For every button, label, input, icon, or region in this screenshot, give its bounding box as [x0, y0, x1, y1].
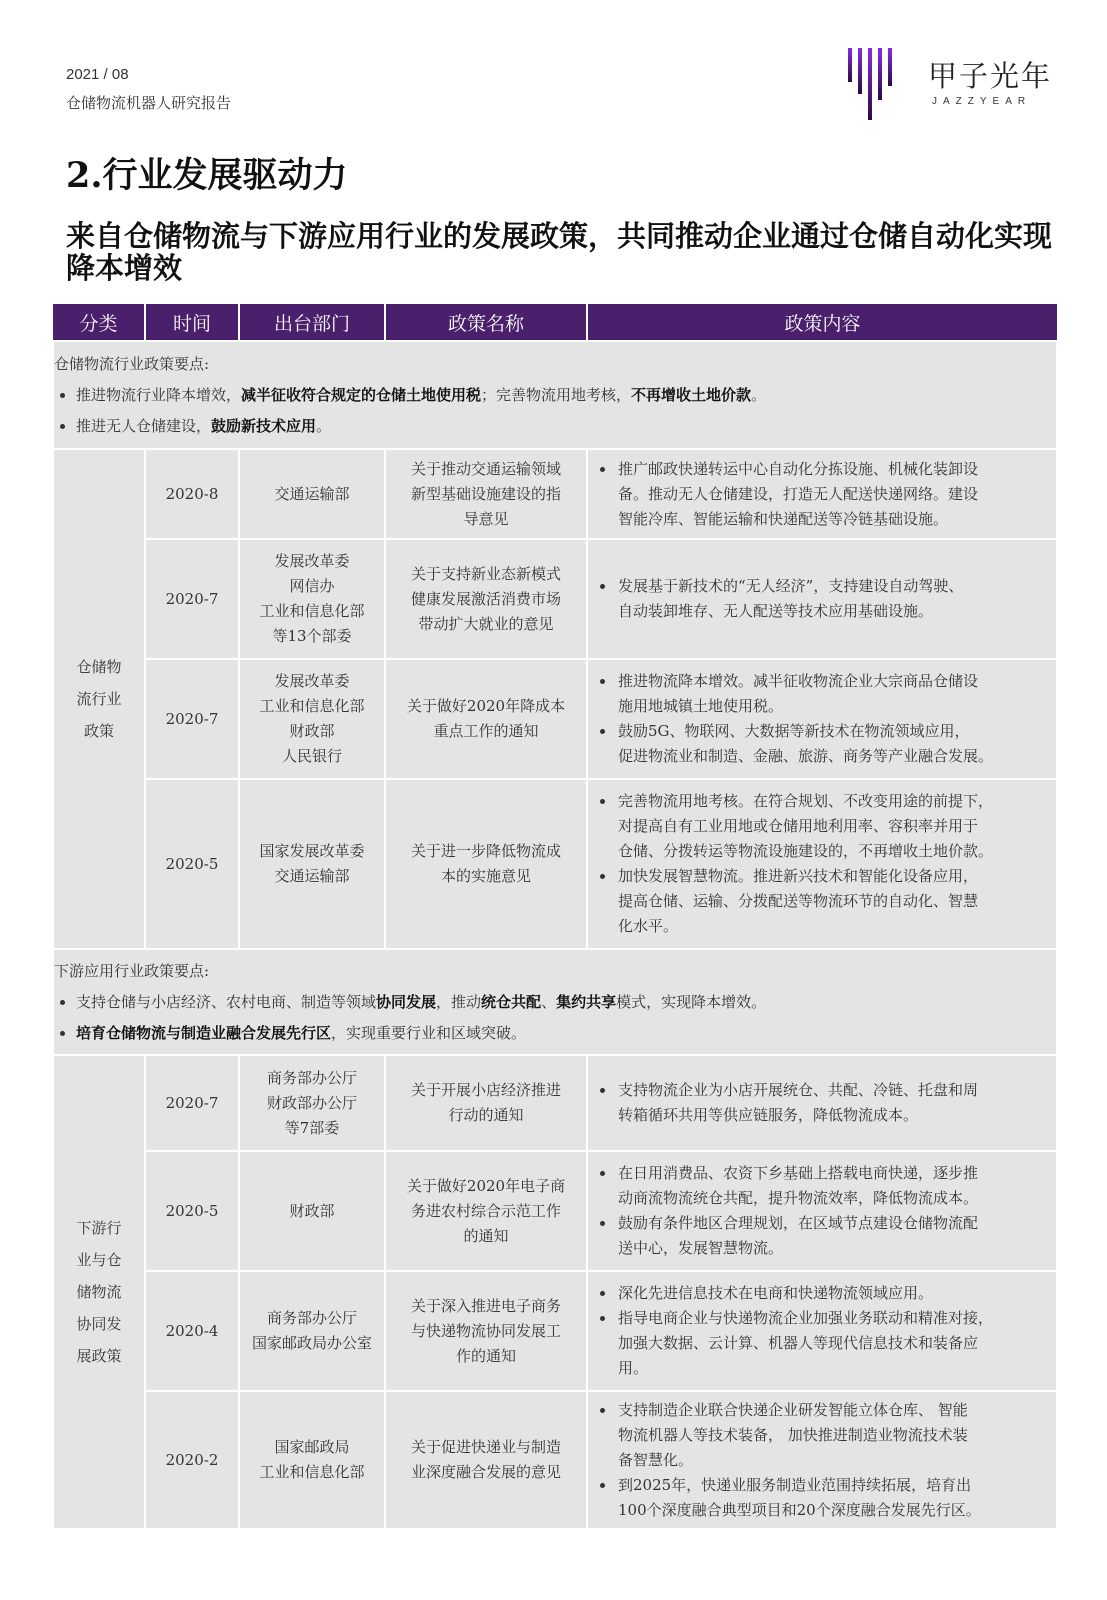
policy-name-line: 关于深入推进电子商务: [410, 1296, 561, 1315]
policy-name-line: 关于推动交通运输领域: [410, 459, 561, 478]
policy-name-cell: [385, 1055, 587, 1151]
policy-summary-row: [53, 949, 1057, 1055]
time-cell: 2020-8: [145, 449, 239, 539]
policy-point: [616, 789, 1056, 864]
table-row: [53, 779, 1057, 949]
policy-name-line: 关于做好2020年电子商: [406, 1176, 566, 1195]
summary-emphasis: 统仓共配: [481, 992, 542, 1011]
category-label-line: 流行业: [76, 690, 122, 708]
policy-point: [616, 1398, 1056, 1473]
policy-name-line: 本的实施意见: [440, 867, 531, 885]
column-header: 出台部门: [239, 304, 385, 341]
summary-text: 、: [541, 992, 557, 1011]
dept-line: 国家邮政局: [274, 1438, 350, 1456]
policy-name-line: 关于做好2020年降成本: [406, 697, 566, 715]
policy-point: [616, 1281, 1056, 1306]
policy-content-cell: [587, 659, 1057, 779]
policy-content-cell: [587, 779, 1057, 949]
policy-point-line: 备。推动无人仓储建设，打造无人配送快递网络。建设: [618, 484, 979, 503]
policy-content-cell: [587, 539, 1057, 659]
policy-content-list: [588, 457, 1056, 532]
dept-cell: [239, 539, 385, 659]
policy-name-line: 关于促进快递业与制造: [410, 1438, 561, 1456]
table-row: [53, 449, 1057, 539]
policy-point-line: • 推进物流降本增效。减半征收物流企业大宗商品仓储设: [618, 672, 979, 690]
table-row: [53, 1151, 1057, 1271]
policy-point: [616, 1078, 1056, 1128]
table-row: [53, 539, 1057, 659]
summary-title: 仓储物流行业政策要点:: [54, 354, 210, 373]
summary-title: 下游应用行业政策要点:: [54, 961, 210, 980]
report-title: 仓储物流机器人研究报告: [66, 95, 232, 112]
policy-name-line: 作的通知: [455, 1346, 516, 1365]
summary-text: 。: [751, 385, 767, 404]
policy-point-line: 对提高自有工业用地或仓储用地利用率、容积率并用于: [618, 817, 979, 835]
policy-name-line: 务进农村综合示范工作: [410, 1201, 561, 1220]
category-label-line: 展政策: [76, 1347, 122, 1365]
policy-point-line: • 支持物流企业为小店开展统仓、共配、冷链、托盘和周: [618, 1081, 979, 1099]
policy-point-line: 施用地城镇土地使用税。: [618, 697, 784, 715]
policy-point-line: 加强大数据、云计算、机器人等现代信息技术和装备应: [618, 1334, 979, 1352]
summary-text: 推进无人仓储建设，: [76, 416, 212, 435]
policy-point: [616, 1306, 1056, 1381]
category-cell: [53, 449, 145, 949]
policy-name-cell: [385, 779, 587, 949]
dept-cell: [239, 1055, 385, 1151]
policy-name-line: 的通知: [463, 1226, 509, 1245]
policy-name-cell: [385, 539, 587, 659]
table-row: [53, 1391, 1057, 1529]
policy-name-cell: [385, 449, 587, 539]
dept-line: 网信办: [289, 577, 335, 595]
table-row: [53, 659, 1057, 779]
dept-line: 财政部: [289, 722, 335, 740]
policy-point-line: 100个深度融合典型项目和20个深度融合发展先行区。: [618, 1500, 981, 1519]
policy-point: [616, 864, 1056, 939]
dept-line: 人民银行: [281, 747, 342, 765]
policy-point-line: • 鼓励有条件地区合理规划，在区域节点建设仓储物流配: [618, 1214, 979, 1232]
dept-cell: [239, 659, 385, 779]
summary-emphasis: 培育仓储物流与制造业融合发展先行区: [76, 1023, 332, 1042]
category-label-line: 业与仓: [76, 1251, 122, 1269]
dept-line: 发展改革委: [274, 552, 350, 570]
policy-point: [616, 1211, 1056, 1261]
dept-line: 工业和信息化部: [259, 1463, 365, 1481]
policy-name-cell: [385, 1271, 587, 1391]
policy-content-cell: [587, 1055, 1057, 1151]
time-cell: 2020-7: [145, 659, 239, 779]
dept-cell: [239, 1151, 385, 1271]
policy-point-line: 物流机器人等技术装备， 加快推进制造业物流技术装: [618, 1425, 968, 1444]
policy-name-line: 关于进一步降低物流成: [410, 842, 561, 860]
summary-emphasis: 鼓励新技术应用: [211, 416, 317, 435]
time-cell: 2020-2: [145, 1391, 239, 1529]
summary-emphasis: 不再增收土地价款: [631, 385, 752, 404]
policy-point: [616, 1473, 1056, 1523]
dept-line: 商务部办公厅: [266, 1068, 357, 1087]
policy-point-line: 自动装卸堆存、无人配送等技术应用基础设施。: [618, 602, 934, 620]
policy-content-cell: [587, 1151, 1057, 1271]
policy-point-line: • 发展基于新技术的“无人经济”，支持建设自动驾驶、: [618, 577, 964, 595]
policy-name-cell: [385, 659, 587, 779]
summary-list: [54, 987, 1056, 1049]
policy-name-line: 带动扩大就业的意见: [418, 614, 554, 633]
page-subtitle: 来自仓储物流与下游应用行业的发展政策，共同推动企业通过仓储自动化实现降本增效: [66, 219, 1053, 285]
category-label-line: 仓储物: [76, 658, 122, 676]
report-date: 2021 / 08: [66, 66, 129, 83]
time-cell: 2020-4: [145, 1271, 239, 1391]
dept-line: 发展改革委: [274, 672, 350, 690]
policy-summary-row: [53, 341, 1057, 449]
section-title: 2.行业发展驱动力: [66, 155, 348, 196]
column-header: 分类: [53, 304, 145, 341]
policy-content-list: [588, 1161, 1056, 1261]
policy-point-line: • 深化先进信息技术在电商和快递物流领域应用。: [618, 1284, 934, 1302]
category-label-line: 政策: [83, 722, 114, 740]
column-header: 时间: [145, 304, 239, 341]
dept-line: 商务部办公厅: [266, 1309, 357, 1327]
summary-point: [76, 411, 1056, 442]
policy-name-line: 业深度融合发展的意见: [410, 1463, 561, 1481]
summary-point: [76, 1018, 1056, 1049]
column-header: 政策内容: [587, 304, 1057, 341]
dept-line: 财政部: [289, 1201, 335, 1220]
policy-name-line: 与快递物流协同发展工: [410, 1321, 561, 1340]
policy-table: [52, 304, 1058, 1530]
policy-point-line: 促进物流业和制造、金融、旅游、商务等产业融合发展。: [618, 747, 994, 765]
time-cell: 2020-7: [145, 1055, 239, 1151]
dept-line: 等13个部委: [272, 627, 352, 645]
policy-point-line: • 推广邮政快递转运中心自动化分拣设施、机械化装卸设: [618, 459, 979, 478]
category-cell: [53, 1055, 145, 1529]
policy-point-line: 动商流物流统仓共配，提升物流效率，降低物流成本。: [618, 1189, 979, 1207]
dept-cell: [239, 1271, 385, 1391]
policy-name-line: 新型基础设施建设的指: [410, 484, 561, 503]
summary-emphasis: 减半征收符合规定的仓储土地使用税: [241, 385, 482, 404]
summary-text: 模式，实现降本增效。: [616, 992, 767, 1011]
summary-list: [54, 380, 1056, 442]
logo-text-en: JAZZYEAR: [932, 96, 1032, 107]
policy-content-list: [588, 1078, 1056, 1128]
policy-point-line: 用。: [618, 1359, 649, 1377]
policy-name-line: 健康发展激活消费市场: [410, 589, 561, 608]
policy-content-cell: [587, 1271, 1057, 1391]
summary-text: ，推动: [436, 992, 482, 1011]
dept-line: 工业和信息化部: [259, 602, 365, 620]
policy-point: [616, 1161, 1056, 1211]
dept-line: 交通运输部: [274, 484, 350, 503]
policy-point-line: • 在日用消费品、农资下乡基础上搭载电商快递，逐步推: [618, 1164, 979, 1182]
policy-content-cell: [587, 449, 1057, 539]
policy-name-line: 行动的通知: [448, 1106, 524, 1124]
column-header: 政策名称: [385, 304, 587, 341]
time-cell: 2020-5: [145, 779, 239, 949]
policy-content-list: [588, 789, 1056, 939]
policy-content-list: [588, 669, 1056, 769]
policy-point: [616, 574, 1056, 624]
brand-logo: [846, 44, 1066, 134]
policy-content-list: [588, 574, 1056, 624]
policy-point-line: • 支持制造企业联合快递企业研发智能立体仓库、 智能: [618, 1400, 968, 1419]
policy-point-line: 提高仓储、运输、分拨配送等物流环节的自动化、智慧: [618, 892, 979, 910]
policy-point-line: • 鼓励5G、物联网、大数据等新技术在物流领域应用，: [618, 722, 970, 740]
policy-name-cell: [385, 1151, 587, 1271]
summary-emphasis: 协同发展: [376, 992, 437, 1011]
policy-point-line: • 到2025年，快递业服务制造业范围持续拓展，培育出: [618, 1475, 972, 1494]
policy-point-line: 智能冷库、智能运输和快递配送等冷链基础设施。: [618, 509, 949, 528]
policy-summary: [53, 949, 1057, 1055]
time-cell: 2020-7: [145, 539, 239, 659]
dept-cell: [239, 449, 385, 539]
policy-name-line: 关于支持新业态新模式: [410, 564, 561, 583]
summary-point: [76, 987, 1056, 1018]
policy-point: [616, 669, 1056, 719]
policy-name-line: 关于开展小店经济推进: [410, 1081, 561, 1099]
policy-name-line: 重点工作的通知: [433, 722, 539, 740]
policy-point-line: • 加快发展智慧物流。推进新兴技术和智能化设备应用，: [618, 867, 979, 885]
dept-line: 等7部委: [284, 1118, 340, 1137]
policy-point: [616, 719, 1056, 769]
policy-name-line: 导意见: [463, 509, 509, 528]
summary-text: 。: [316, 416, 332, 435]
summary-text: ，实现重要行业和区域突破。: [331, 1023, 527, 1042]
policy-point-line: • 完善物流用地考核。在符合规划、不改变用途的前提下，: [618, 792, 994, 810]
policy-point-line: 转箱循环共用等供应链服务，降低物流成本。: [618, 1106, 919, 1124]
policy-name-cell: [385, 1391, 587, 1529]
policy-point-line: 送中心，发展智慧物流。: [618, 1239, 784, 1257]
time-cell: 2020-5: [145, 1151, 239, 1271]
table-row: [53, 1055, 1057, 1151]
table-row: [53, 1271, 1057, 1391]
dept-cell: [239, 1391, 385, 1529]
dept-line: 交通运输部: [274, 867, 350, 885]
logo-mark-icon: [846, 44, 916, 134]
category-label-line: 协同发: [76, 1315, 122, 1333]
dept-line: 国家邮政局办公室: [251, 1334, 372, 1352]
summary-text: ；完善物流用地考核，: [481, 385, 632, 404]
summary-emphasis: 集约共享: [556, 992, 617, 1011]
policy-point: [616, 457, 1056, 532]
logo-text-cn: 甲子光年: [928, 59, 1053, 93]
policy-summary: [53, 341, 1057, 449]
policy-content-list: [588, 1281, 1056, 1381]
dept-cell: [239, 779, 385, 949]
policy-content-cell: [587, 1391, 1057, 1529]
category-label-line: 下游行: [76, 1219, 122, 1237]
summary-text: 支持仓储与小店经济、农村电商、制造等领域: [76, 992, 377, 1011]
summary-point: [76, 380, 1056, 411]
dept-line: 国家发展改革委: [259, 842, 365, 860]
table-body: [53, 341, 1057, 1529]
policy-point-line: • 指导电商企业与快递物流企业加强业务联动和精准对接，: [618, 1309, 994, 1327]
summary-text: 推进物流行业降本增效，: [76, 385, 242, 404]
dept-line: 财政部办公厅: [266, 1093, 357, 1112]
policy-point-line: 化水平。: [618, 917, 679, 935]
dept-line: 工业和信息化部: [259, 697, 365, 715]
category-label-line: 储物流: [76, 1283, 122, 1301]
policy-content-list: [588, 1398, 1056, 1523]
policy-point-line: 备智慧化。: [618, 1450, 694, 1469]
policy-point-line: 仓储、分拨转运等物流设施建设的，不再增收土地价款。: [618, 842, 994, 860]
table-header-row: [53, 304, 1057, 341]
